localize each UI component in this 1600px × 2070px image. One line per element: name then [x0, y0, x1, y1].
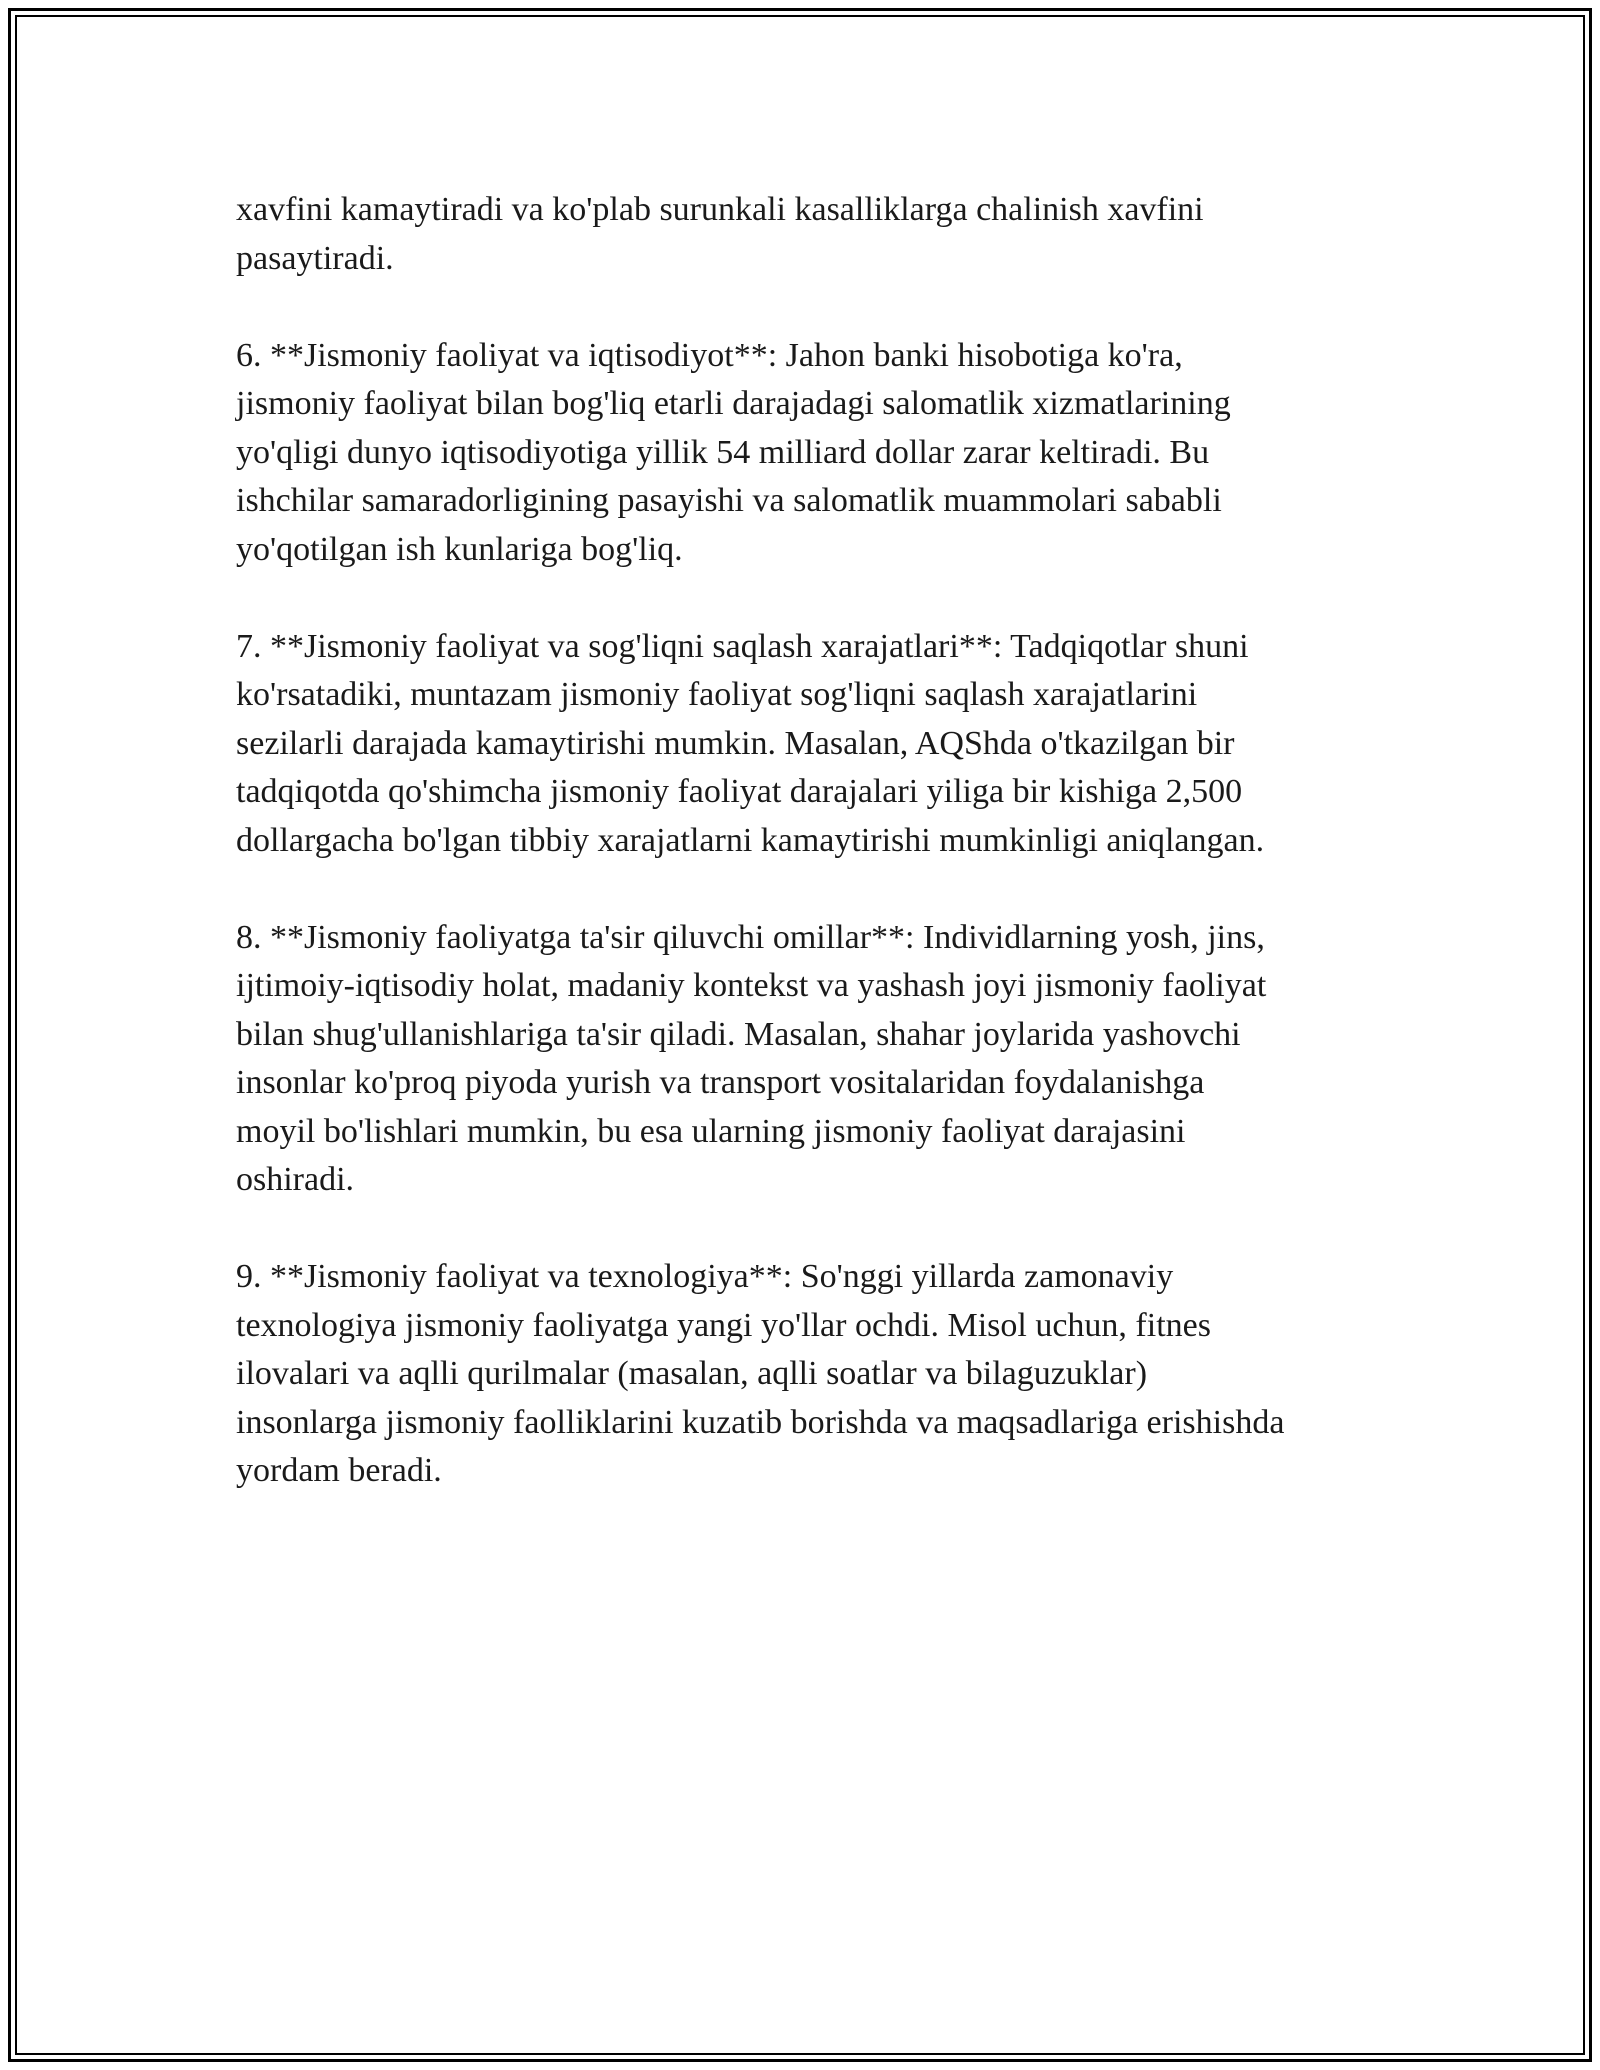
paragraph-item-7: 7. **Jismoniy faoliyat va sog'liqni saqlash xarajatlari**: Tadqiqotlar shuni ko'rsatadiki, muntazam jismoniy faoliyat sog'liqni saqlash xarajatlarini sezilarli darajada kamaytirishi mumkin. Masalan, AQShda o'tkazilgan bir tadqiqotda qo'shimcha jismoniy faoliyat darajalari yiliga bir kishiga 2,500 dollargacha bo'lgan tibbiy xarajatlarni kamaytirishi mumkinligi aniqlangan.	[236, 627, 1265, 859]
document-body	[236, 186, 1386, 1544]
paragraph-item-8: 8. **Jismoniy faoliyatga ta'sir qiluvchi omillar**: Individlarning yosh, jins, ijtimoiy-iqtisodiy holat, madaniy kontekst va yashash joyi jismoniy faoliyat bilan shug'ullanishlariga ta'sir qiladi. Masalan, shahar joylarida yashovchi insonlar ko'proq piyoda yurish va transport vositalaridan foydalanishga moyil bo'lishlari mumkin, bu esa ularning jismoniy faoliyat darajasini oshiradi.	[236, 918, 1267, 1198]
paragraph-item-9: 9. **Jismoniy faoliyat va texnologiya**: So'nggi yillarda zamonaviy texnologiya jismoniy faoliyatga yangi yo'llar ochdi. Misol uchun, fitnes ilovalari va aqlli qurilmalar (masalan, aqlli soatlar va bilaguzuklar) insonlarga jismoniy faolliklarini kuzatib borishda va maqsadlariga erishishda yordam beradi.	[236, 1258, 1285, 1489]
paragraph-item-6: 6. **Jismoniy faoliyat va iqtisodiyot**: Jahon banki hisobotiga ko'ra, jismoniy faoliyat bilan bog'liq etarli darajadagi salomatlik xizmatlarining yo'qligi dunyo iqtisodiyotiga yillik 54 milliard dollar zarar keltiradi. Bu ishchilar samaradorligining pasayishi va salomatlik muammolari sababli yo'qotilgan ish kunlariga bog'liq.	[236, 336, 1231, 568]
paragraph-continuation: xavfini kamaytiradi va ko'plab surunkali kasalliklarga chalinish xavfini pasaytiradi.	[236, 191, 1204, 277]
